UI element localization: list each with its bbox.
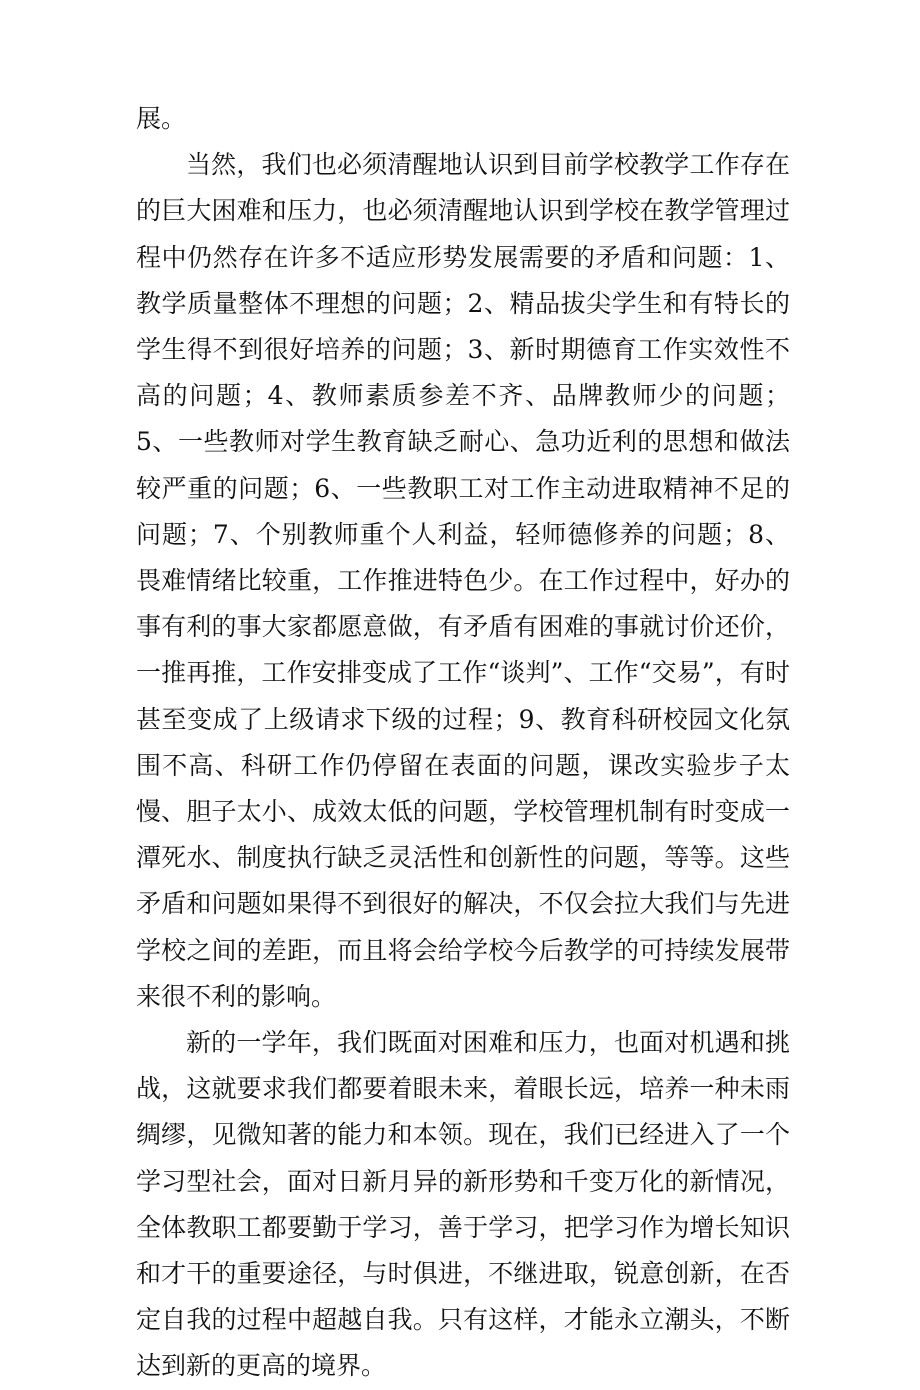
paragraph-continuation: 展。 (136, 104, 187, 133)
paragraph-new-year: 新的一学年，我们既面对困难和压力，也面对机遇和挑战，这就要求我们都要着眼未来，着眼长远，培养一种未雨绸缪，见微知著的能力和本领。现在，我们已经进入了一个学习型社会，面对日新月异的新形势和千变万化的新情况，全体教职工都要勤于学习，善于学习，把学习作为增长知识和才干的重要途径，与时俱进，不继进取，锐意创新，在否定自我的过程中超越自我。只有这样，才能永立潮头，不断达到新的更高的境界。 (136, 1028, 790, 1381)
paragraph-problems: 当然，我们也必须清醒地认识到目前学校教学工作存在的巨大困难和压力，也必须清醒地认识到学校在教学管理过程中仍然存在许多不适应形势发展需要的矛盾和问题：1、教学质量整体不理想的问题；2、精品拔尖学生和有特长的学生得不到很好培养的问题；3、新时期德育工作实效性不高的问题；4、教师素质参差不齐、品牌教师少的问题；5、一些教师对学生教育缺乏耐心、急功近利的思想和做法较严重的问题；6、一些教职工对工作主动进取精神不足的问题；7、个别教师重个人利益，轻师德修养的问题；8、畏难情绪比较重，工作推进特色少。在工作过程中，好办的事有利的事大家都愿意做，有矛盾有困难的事就讨价还价，一推再推，工作安排变成了工作“谈判”、工作“交易”，有时甚至变成了上级请求下级的过程；9、教育科研校园文化氛围不高、科研工作仍停留在表面的问题，课改实验步子太慢、胆子太小、成效太低的问题，学校管理机制有时变成一潭死水、制度执行缺乏灵活性和创新性的问题，等等。这些矛盾和问题如果得不到很好的解决，不仅会拉大我们与先进学校之间的差距，而且将会给学校今后教学的可持续发展带来很不利的影响。 (136, 150, 790, 1011)
document-body (136, 96, 790, 1390)
